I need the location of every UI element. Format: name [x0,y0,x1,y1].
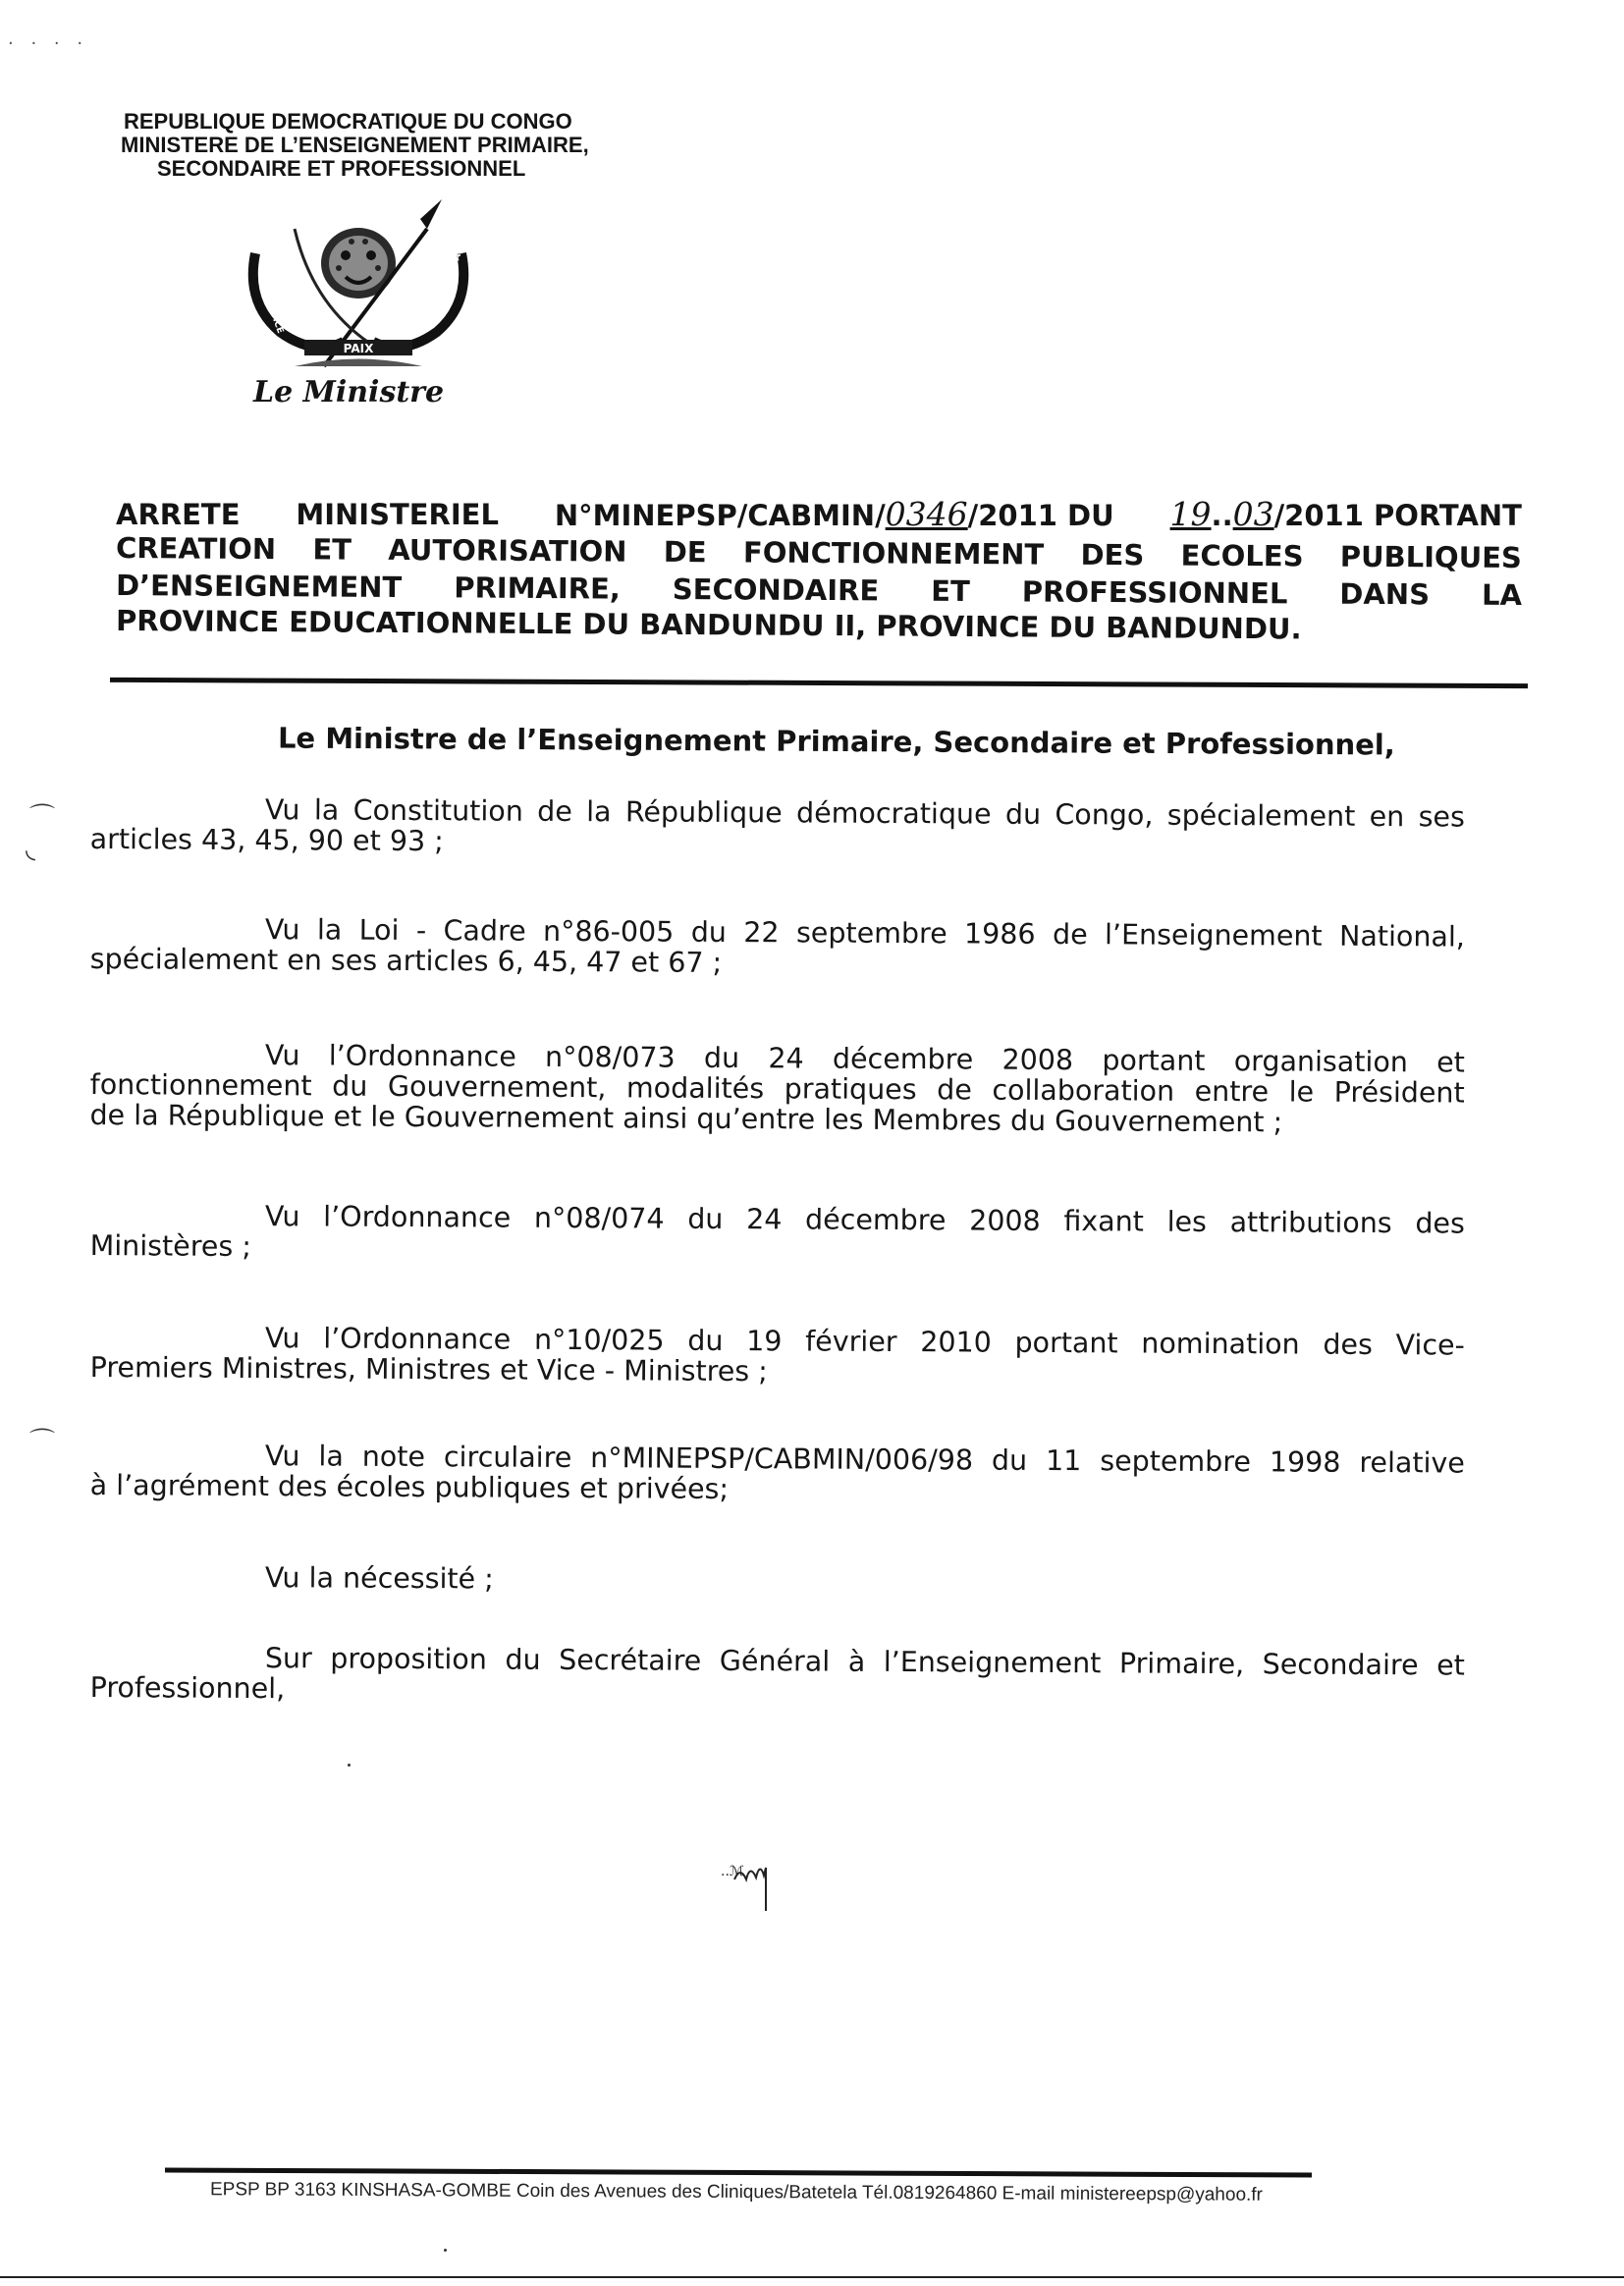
paragraph-ordonnance-10-025 [90,1322,1465,1391]
svg-text:..ℳ: ..ℳ [721,1864,744,1879]
paragraph-line: Vu la Loi - Cadre n°86-005 du 22 septembre 1986 de l’Enseignement National, [264,913,1465,953]
decree-ref: N°MINEPSP/CABMIN/ [554,499,886,532]
letterhead-ministry-cont: SECONDAIRE ET PROFESSIONNEL [157,156,526,181]
paragraph-loi-cadre [90,913,1465,983]
paragraph-line: de la République et le Gouvernement ainsi qu’entre les Membres du Gouvernement ; [89,1098,1283,1139]
margin-mark: ⌒ [29,803,56,833]
svg-text:TRAVAIL: TRAVAIL [443,244,467,287]
decree-title-line-2 [116,532,1522,573]
decree-word: DANS [1339,576,1431,612]
decree-line: PROVINCE EDUCATIONNELLE DU BANDUNDU II, PROVINCE DU BANDUNDU. [115,604,1302,646]
paragraph-proposition [90,1642,1465,1712]
decree-number-group [554,495,1114,533]
decree-word: SECONDAIRE [672,572,880,608]
scan-specks: · · · · [8,33,89,54]
decree-word: AUTORISATION [388,532,627,569]
decree-word: PUBLIQUES [1339,539,1523,574]
paragraph-ordonnance-08-074 [90,1200,1465,1270]
letterhead-ministry: MINISTERE DE L’ENSEIGNEMENT PRIMAIRE, [121,133,589,157]
handwritten-initials-icon [721,1854,789,1913]
decree-word: FONCTIONNEMENT [742,535,1045,572]
paragraph-line: articles 43, 45, 90 et 93 ; [89,822,444,858]
decree-word: ET [931,573,970,609]
footer-divider [165,2167,1312,2177]
paragraph-line: à l’agrément des écoles publiques et privées; [89,1468,730,1505]
paragraph-line: Vu l’Ordonnance n°08/074 du 24 décembre 2008 fixant les attributions des [264,1200,1465,1240]
paragraph-note-circulaire [90,1440,1465,1509]
letterhead-minister-title: Le Ministre [253,375,445,409]
decree-word: PRIMAIRE, [454,571,621,606]
handwritten-decree-number: 0346 [885,495,968,533]
decree-title [115,495,1523,646]
decree-word: LA [1481,577,1523,612]
decree-word: DE [663,534,707,570]
decree-title-line-1 [116,495,1522,533]
title-underline-divider [110,678,1528,688]
svg-text:PAIX: PAIX [343,342,374,355]
footer-address: EPSP BP 3163 KINSHASA-GOMBE Coin des Avenues des Cliniques/Batetela Tél.0819264860 E-mail ministereepsp@yahoo.fr [209,2179,1263,2205]
handwritten-date-month: 03 [1232,495,1274,533]
decree-word: CREATION [115,531,277,567]
decree-date-group: 19..03/2011 PORTANT [1169,495,1522,533]
paragraph-line: fonctionnement du Gouvernement, modalités pratiques de collaboration entre le Président [89,1067,1465,1110]
decree-title-line-4 [116,605,1522,646]
coat-of-arms-icon [236,194,481,376]
scan-speck [444,2249,447,2252]
margin-mark: ⌒ [29,1428,56,1457]
paragraph-line: spécialement en ses articles 6, 45, 47 et 67 ; [89,942,723,979]
scan-speck [348,1764,351,1767]
margin-mark: ◟ [26,835,36,864]
paragraph-ordonnance-08-073 [89,1039,1465,1139]
svg-text:JUSTICE: JUSTICE [262,295,286,336]
decree-ref-year: /2011 DU [967,499,1114,532]
paragraph-line: Ministères ; [89,1228,252,1264]
paragraph-line: Vu l’Ordonnance n°10/025 du 19 février 2010 portant nomination des Vice- [264,1322,1465,1362]
decree-word: PROFESSIONNEL [1021,574,1288,611]
paragraph-constitution [90,793,1465,863]
scan-edge-line [0,2276,1624,2278]
paragraph-line: Vu la note circulaire n°MINEPSP/CABMIN/006/98 du 11 septembre 1998 relative [264,1440,1465,1480]
minister-heading: Le Ministre de l’Enseignement Primaire, Secondaire et Professionnel, [277,721,1395,762]
decree-word: MINISTERIEL [296,498,499,531]
paragraph-line: Vu l’Ordonnance n°08/073 du 24 décembre 2008 portant organisation et [264,1039,1465,1079]
paragraph-line: Premiers Ministres, Ministres et Vice - Ministres ; [89,1350,768,1388]
paragraph-line: Vu la nécessité ; [264,1561,494,1596]
decree-word: ARRETE [116,498,241,531]
paragraph-line: Vu la Constitution de la République démocratique du Congo, spécialement en ses [264,793,1465,834]
paragraph-necessite [90,1561,1465,1601]
paragraph-line: Sur proposition du Secrétaire Général à l’Enseignement Primaire, Secondaire et [264,1642,1465,1682]
handwritten-date-day: 19 [1169,495,1212,533]
decree-date-year: /2011 PORTANT [1273,499,1522,532]
decree-word: ET [312,532,352,567]
decree-word: DES [1080,537,1145,572]
letterhead-republic: REPUBLIQUE DEMOCRATIQUE DU CONGO [124,109,572,134]
decree-word: D’ENSEIGNEMENT [115,569,403,605]
letterhead [116,110,666,181]
paragraph-line: Professionnel, [89,1670,286,1706]
decree-word: ECOLES [1180,538,1304,573]
